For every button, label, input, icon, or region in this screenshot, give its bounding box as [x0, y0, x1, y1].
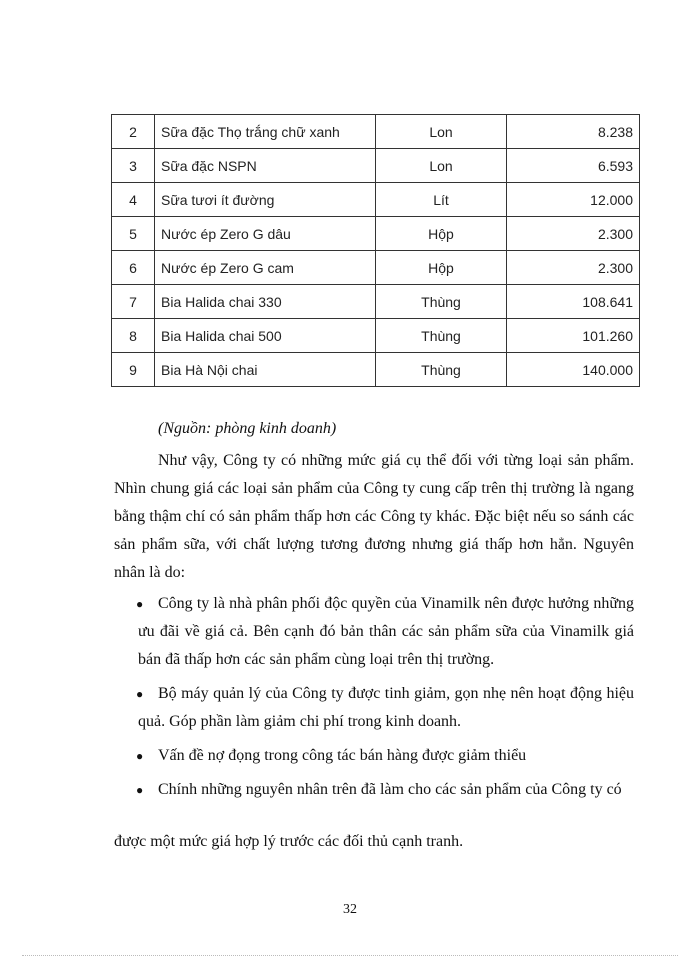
price-cell: 101.260 — [507, 319, 640, 353]
paragraph-text: Như vậy, Công ty có những mức giá cụ thể đối với từng loại sản phẩm. Nhìn chung giá các loại sản phẩm của Công ty cung cấp trên thị trường là ngang bằng thậm chí có sản phẩm thấp hơn các Công ty khác. Đặc biệt nếu so sánh các sản phẩm sữa, với chất lượng tương đương nhưng giá thấp hơn hẳn. Nguyên nhân là do: — [114, 452, 634, 581]
page-number: 32 — [343, 902, 357, 917]
table-row — [112, 217, 640, 251]
price-cell: 6.593 — [507, 149, 640, 183]
price-cell: 12.000 — [507, 183, 640, 217]
unit-cell: Thùng — [376, 285, 507, 319]
row-number-cell: 9 — [112, 353, 155, 387]
unit-cell: Lít — [376, 183, 507, 217]
bullet-icon: ● — [136, 783, 144, 797]
row-number-cell: 6 — [112, 251, 155, 285]
table-row — [112, 353, 640, 387]
product-name-cell: Bia Halida chai 330 — [155, 285, 376, 319]
table-row — [112, 285, 640, 319]
unit-cell: Lon — [376, 149, 507, 183]
product-name-cell: Sữa đặc Thọ trắng chữ xanh — [155, 115, 376, 149]
bullet-icon: ● — [136, 749, 144, 763]
product-name-cell: Nước ép Zero G cam — [155, 251, 376, 285]
table-row — [112, 251, 640, 285]
price-table — [111, 114, 640, 387]
bullet-icon: ● — [136, 597, 144, 611]
unit-cell: Hộp — [376, 217, 507, 251]
table-row — [112, 115, 640, 149]
table-row — [112, 149, 640, 183]
product-name-cell: Bia Hà Nội chai — [155, 353, 376, 387]
product-name-cell: Sữa đặc NSPN — [155, 149, 376, 183]
source-note: (Nguồn: phòng kinh doanh) — [158, 420, 337, 437]
row-number-cell: 2 — [112, 115, 155, 149]
row-number-cell: 7 — [112, 285, 155, 319]
unit-cell: Thùng — [376, 319, 507, 353]
body-paragraph — [114, 447, 634, 587]
page-edge-divider — [22, 955, 678, 956]
product-name-cell: Sữa tươi ít đường — [155, 183, 376, 217]
bullet-item — [138, 742, 634, 770]
price-cell: 140.000 — [507, 353, 640, 387]
row-number-cell: 3 — [112, 149, 155, 183]
table-row — [112, 319, 640, 353]
bullet-icon: ● — [136, 687, 144, 701]
closing-line: được một mức giá hợp lý trước các đối thủ cạnh tranh. — [114, 833, 464, 850]
price-cell: 8.238 — [507, 115, 640, 149]
bullet-item — [138, 680, 634, 736]
unit-cell: Thùng — [376, 353, 507, 387]
row-number-cell: 5 — [112, 217, 155, 251]
bullet-item — [138, 776, 634, 804]
bullet-text: Công ty là nhà phân phối độc quyền của Vinamilk nên được hưởng những ưu đãi về giá cả. Bên cạnh đó bản thân các sản phẩm sữa của Vinamilk giá bán đã thấp hơn các sản phẩm cùng loại trên thị trường. — [138, 595, 634, 668]
price-cell: 2.300 — [507, 251, 640, 285]
unit-cell: Lon — [376, 115, 507, 149]
bullet-item — [138, 590, 634, 674]
reason-bullet-list — [138, 590, 634, 810]
bullet-text: Chính những nguyên nhân trên đã làm cho các sản phẩm của Công ty có — [158, 781, 622, 798]
price-cell: 2.300 — [507, 217, 640, 251]
product-name-cell: Bia Halida chai 500 — [155, 319, 376, 353]
bullet-text: Bộ máy quản lý của Công ty được tinh giảm, gọn nhẹ nên hoạt động hiệu quả. Góp phần làm giảm chi phí trong kinh doanh. — [138, 685, 634, 730]
row-number-cell: 4 — [112, 183, 155, 217]
product-name-cell: Nước ép Zero G dâu — [155, 217, 376, 251]
table-row — [112, 183, 640, 217]
row-number-cell: 8 — [112, 319, 155, 353]
price-table-body — [112, 115, 640, 387]
price-cell: 108.641 — [507, 285, 640, 319]
unit-cell: Hộp — [376, 251, 507, 285]
bullet-text: Vấn đề nợ đọng trong công tác bán hàng được giảm thiểu — [158, 747, 527, 764]
